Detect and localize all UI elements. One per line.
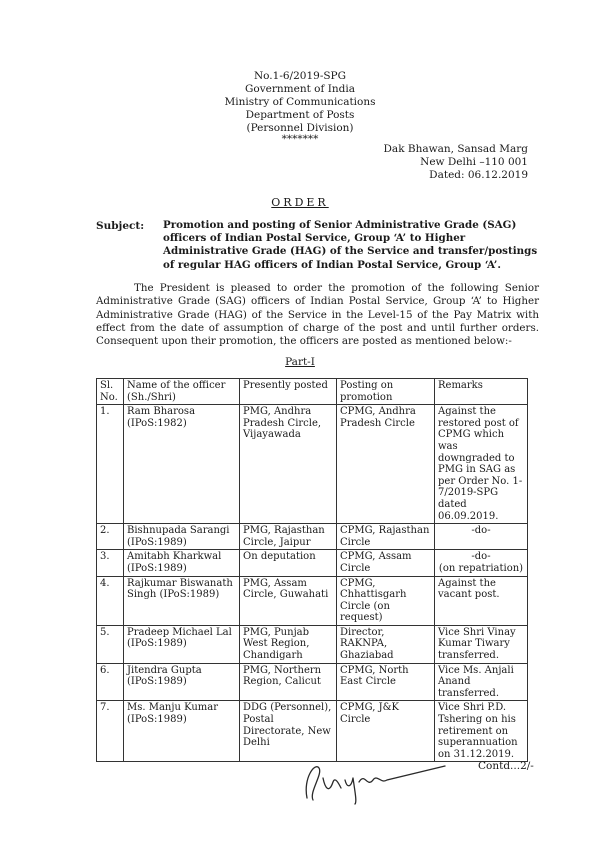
cell-posting: CPMG, North East Circle xyxy=(337,663,435,701)
cell-posting: CPMG, Andhra Pradesh Circle xyxy=(337,405,435,524)
cell-name: Pradeep Michael Lal (IPoS:1989) xyxy=(124,625,240,663)
cell-name: Bishnupada Sarangi (IPoS:1989) xyxy=(124,524,240,550)
continued-marker: Contd...2/- xyxy=(478,760,534,772)
cell-present: On deputation xyxy=(240,550,337,576)
address-line-2: New Delhi –110 001 xyxy=(420,156,528,168)
cell-posting: CPMG, Rajasthan Circle xyxy=(337,524,435,550)
table-row xyxy=(97,701,528,762)
separator-stars: ******* xyxy=(281,133,319,145)
table-row xyxy=(97,550,528,576)
cell-posting: CPMG, Chhattisgarh Circle (on request) xyxy=(337,576,435,625)
subject-text: Promotion and posting of Senior Administrative Grade (SAG) officers of Indian Postal Service, Group ‘A’ to Higher Administrative Grade (HAG) of the Service and transfer/postings of regular HAG officers of Indian Postal Service, Group ‘A’. xyxy=(163,219,538,271)
header-remarks: Remarks xyxy=(435,379,528,405)
remarks-line: (on repatriation) xyxy=(438,562,524,574)
signature-icon xyxy=(295,758,465,806)
department-line: Department of Posts xyxy=(245,109,355,121)
cell-posting: CPMG, Assam Circle xyxy=(337,550,435,576)
cell-sl: 5. xyxy=(97,625,124,663)
table-row xyxy=(97,663,528,701)
order-title: ORDER xyxy=(271,196,329,209)
subject-label: Subject: xyxy=(96,220,145,232)
table-row xyxy=(97,405,528,524)
header-posting: Posting on promotion xyxy=(337,379,435,405)
cell-name: Ram Bharosa (IPoS:1982) xyxy=(124,405,240,524)
cell-remarks: Vice Shri P.D. Tshering on his retirement on superannuation on 31.12.2019. xyxy=(435,701,528,762)
cell-present: DDG (Personnel), Postal Directorate, New Delhi xyxy=(240,701,337,762)
letterhead xyxy=(0,70,600,143)
cell-sl: 1. xyxy=(97,405,124,524)
cell-present: PMG, Assam Circle, Guwahati xyxy=(240,576,337,625)
cell-remarks: Against the restored post of CPMG which was downgraded to PMG in SAG as per Order No. 1-7/2019-SPG dated 06.09.2019. xyxy=(435,405,528,524)
cell-remarks: -do- xyxy=(435,524,528,550)
officers-table xyxy=(96,378,528,762)
cell-remarks: Against the vacant post. xyxy=(435,576,528,625)
cell-remarks: Vice Shri Vinay Kumar Tiwary transferred. xyxy=(435,625,528,663)
cell-remarks xyxy=(435,550,528,576)
table-row xyxy=(97,625,528,663)
address-line-1: Dak Bhawan, Sansad Marg xyxy=(383,143,528,155)
cell-name: Rajkumar Biswanath Singh (IPoS:1989) xyxy=(124,576,240,625)
body-paragraph: The President is pleased to order the promotion of the following Senior Administrative Grade (SAG) officers of Indian Postal Service, Group ‘A’ to Higher Administrative Grade (HAG) of the Service in the Level-15 of the Pay Matrix with effect from the date of assumption of charge of the post and until further orders. Consequent upon their promotion, the officers are posted as mentioned below:- xyxy=(96,282,539,348)
table-header-row xyxy=(97,379,528,405)
cell-sl: 3. xyxy=(97,550,124,576)
cell-remarks: Vice Ms. Anjali Anand transferred. xyxy=(435,663,528,701)
address-block xyxy=(378,143,528,182)
header-name: Name of the officer (Sh./Shri) xyxy=(124,379,240,405)
cell-present: PMG, Punjab West Region, Chandigarh xyxy=(240,625,337,663)
cell-name: Jitendra Gupta (IPoS:1989) xyxy=(124,663,240,701)
part-title: Part-I xyxy=(285,356,315,368)
cell-name: Ms. Manju Kumar (IPoS:1989) xyxy=(124,701,240,762)
cell-present: PMG, Rajasthan Circle, Jaipur xyxy=(240,524,337,550)
table-row xyxy=(97,524,528,550)
cell-name: Amitabh Kharkwal (IPoS:1989) xyxy=(124,550,240,576)
cell-sl: 2. xyxy=(97,524,124,550)
cell-sl: 6. xyxy=(97,663,124,701)
header-sl: Sl. No. xyxy=(97,379,124,405)
cell-present: PMG, Andhra Pradesh Circle, Vijayawada xyxy=(240,405,337,524)
table-row xyxy=(97,576,528,625)
order-number: No.1-6/2019-SPG xyxy=(253,70,347,82)
cell-sl: 4. xyxy=(97,576,124,625)
cell-posting: CPMG, J&K Circle xyxy=(337,701,435,762)
government-line: Government of India xyxy=(245,83,355,95)
remarks-line: -do- xyxy=(471,551,491,563)
cell-present: PMG, Northern Region, Calicut xyxy=(240,663,337,701)
cell-posting: Director, RAKNPA, Ghaziabad xyxy=(337,625,435,663)
division-line: (Personnel Division) xyxy=(246,122,354,134)
cell-sl: 7. xyxy=(97,701,124,762)
header-present: Presently posted xyxy=(240,379,337,405)
date-line: Dated: 06.12.2019 xyxy=(429,169,528,181)
ministry-line: Ministry of Communications xyxy=(224,96,376,108)
